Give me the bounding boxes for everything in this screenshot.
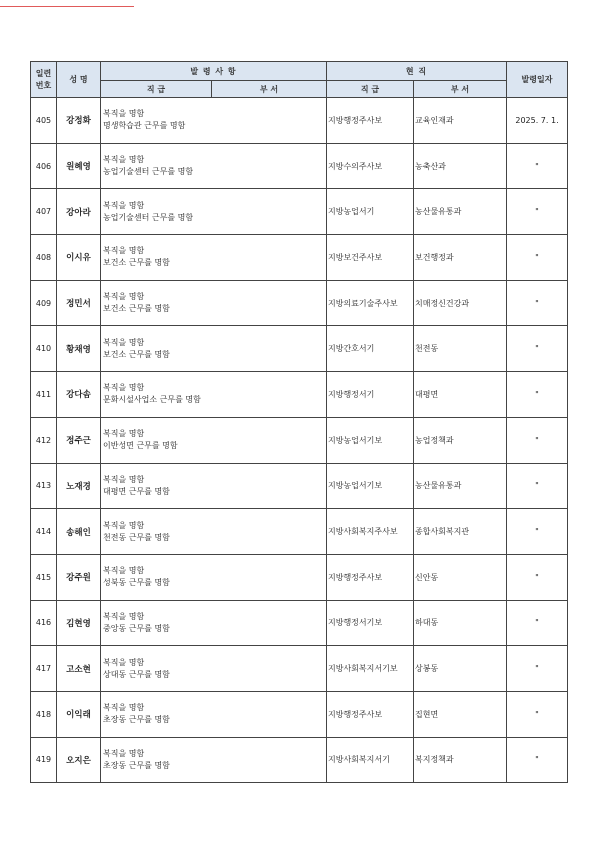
col-name-header: 성 명 bbox=[57, 62, 101, 98]
name-cell: 정민서 bbox=[57, 280, 101, 326]
order-line-1: 복직을 명함 bbox=[103, 520, 145, 530]
col-order-grade-header: 직 급 bbox=[101, 81, 212, 98]
date-cell: " bbox=[507, 143, 568, 189]
order-line-1: 복직을 명함 bbox=[103, 155, 145, 165]
date-cell: " bbox=[507, 600, 568, 646]
order-line-2: 보건소 근무를 명함 bbox=[103, 258, 170, 268]
order-line-1: 복직을 명함 bbox=[103, 383, 145, 393]
order-line-1: 복직을 명함 bbox=[103, 200, 145, 210]
current-grade-cell: 지방의료기술주사보 bbox=[327, 280, 414, 326]
order-line-1: 복직을 명함 bbox=[103, 246, 145, 256]
order-line-2: 보건소 근무를 명함 bbox=[103, 349, 170, 359]
table-row bbox=[31, 143, 568, 189]
current-dept-cell: 천전동 bbox=[414, 326, 507, 372]
order-line-2: 상대동 근무를 명함 bbox=[103, 669, 170, 679]
name-cell: 황채영 bbox=[57, 326, 101, 372]
table-row bbox=[31, 509, 568, 555]
col-current-group-header: 현 직 bbox=[327, 62, 507, 81]
serial-cell: 408 bbox=[31, 235, 57, 281]
current-dept-cell: 종합사회복지관 bbox=[414, 509, 507, 555]
current-grade-cell: 지방농업서기보 bbox=[327, 417, 414, 463]
order-line-1: 복직을 명함 bbox=[103, 566, 145, 576]
col-order-dept-header: 부 서 bbox=[212, 81, 327, 98]
order-cell bbox=[101, 737, 327, 783]
name-cell: 정주근 bbox=[57, 417, 101, 463]
order-cell bbox=[101, 600, 327, 646]
current-dept-cell: 농축산과 bbox=[414, 143, 507, 189]
current-grade-cell: 지방사회복지서기 bbox=[327, 737, 414, 783]
table-body bbox=[31, 98, 568, 783]
name-cell: 강주원 bbox=[57, 554, 101, 600]
date-cell: 2025. 7. 1. bbox=[507, 98, 568, 144]
order-line-2: 문화시설사업소 근무를 명함 bbox=[103, 395, 201, 405]
table-row bbox=[31, 691, 568, 737]
name-cell: 강아라 bbox=[57, 189, 101, 235]
current-dept-cell: 대평면 bbox=[414, 372, 507, 418]
order-cell bbox=[101, 509, 327, 555]
serial-cell: 410 bbox=[31, 326, 57, 372]
table-row bbox=[31, 189, 568, 235]
order-line-1: 복직을 명함 bbox=[103, 703, 145, 713]
current-dept-cell: 하대동 bbox=[414, 600, 507, 646]
order-line-1: 복직을 명함 bbox=[103, 611, 145, 621]
order-line-2: 농업기술센터 근무를 명함 bbox=[103, 167, 194, 177]
current-grade-cell: 지방보건주사보 bbox=[327, 235, 414, 281]
name-cell: 고소현 bbox=[57, 646, 101, 692]
date-cell: " bbox=[507, 737, 568, 783]
current-grade-cell: 지방행정주사보 bbox=[327, 554, 414, 600]
date-cell: " bbox=[507, 417, 568, 463]
order-line-2: 이반성면 근무를 명함 bbox=[103, 441, 178, 451]
serial-cell: 418 bbox=[31, 691, 57, 737]
order-cell bbox=[101, 235, 327, 281]
order-cell bbox=[101, 554, 327, 600]
date-cell: " bbox=[507, 691, 568, 737]
order-cell bbox=[101, 189, 327, 235]
current-grade-cell: 지방행정주사보 bbox=[327, 98, 414, 144]
date-cell: " bbox=[507, 189, 568, 235]
serial-cell: 407 bbox=[31, 189, 57, 235]
date-cell: " bbox=[507, 463, 568, 509]
col-current-grade-header: 직 급 bbox=[327, 81, 414, 98]
current-dept-cell: 치매정신건강과 bbox=[414, 280, 507, 326]
current-dept-cell: 신안동 bbox=[414, 554, 507, 600]
order-line-1: 복직을 명함 bbox=[103, 748, 145, 758]
order-cell bbox=[101, 691, 327, 737]
table-row bbox=[31, 98, 568, 144]
date-cell: " bbox=[507, 280, 568, 326]
col-serial-header: 일련 번호 bbox=[31, 62, 57, 98]
serial-cell: 411 bbox=[31, 372, 57, 418]
current-dept-cell: 상봉동 bbox=[414, 646, 507, 692]
current-grade-cell: 지방사회복지주사보 bbox=[327, 509, 414, 555]
order-line-2: 대평면 근무를 명함 bbox=[103, 486, 170, 496]
name-cell: 원혜영 bbox=[57, 143, 101, 189]
order-line-2: 농업기술센터 근무를 명함 bbox=[103, 212, 194, 222]
order-line-1: 복직을 명함 bbox=[103, 474, 145, 484]
order-cell bbox=[101, 280, 327, 326]
order-line-2: 초장동 근무를 명함 bbox=[103, 715, 170, 725]
order-line-1: 복직을 명함 bbox=[103, 109, 145, 119]
date-cell: " bbox=[507, 554, 568, 600]
name-cell: 오지은 bbox=[57, 737, 101, 783]
current-dept-cell: 교육인재과 bbox=[414, 98, 507, 144]
order-line-1: 복직을 명함 bbox=[103, 657, 145, 667]
order-cell bbox=[101, 417, 327, 463]
order-line-1: 복직을 명함 bbox=[103, 292, 145, 302]
personnel-order-table bbox=[30, 61, 568, 783]
table-row bbox=[31, 600, 568, 646]
current-dept-cell: 복지정책과 bbox=[414, 737, 507, 783]
name-cell: 노재경 bbox=[57, 463, 101, 509]
serial-cell: 417 bbox=[31, 646, 57, 692]
order-line-1: 복직을 명함 bbox=[103, 429, 145, 439]
order-cell bbox=[101, 143, 327, 189]
serial-cell: 405 bbox=[31, 98, 57, 144]
table-row bbox=[31, 326, 568, 372]
name-cell: 이익래 bbox=[57, 691, 101, 737]
order-line-2: 초장동 근무를 명함 bbox=[103, 760, 170, 770]
serial-cell: 409 bbox=[31, 280, 57, 326]
order-cell bbox=[101, 98, 327, 144]
current-grade-cell: 지방수의주사보 bbox=[327, 143, 414, 189]
current-grade-cell: 지방사회복지서기보 bbox=[327, 646, 414, 692]
header-rule bbox=[0, 6, 134, 7]
col-date-header: 발령일자 bbox=[507, 62, 568, 98]
order-line-2: 성북동 근무를 명함 bbox=[103, 578, 170, 588]
order-line-2: 보건소 근무를 명함 bbox=[103, 304, 170, 314]
current-dept-cell: 보건행정과 bbox=[414, 235, 507, 281]
table-row bbox=[31, 372, 568, 418]
order-cell bbox=[101, 326, 327, 372]
order-line-1: 복직을 명함 bbox=[103, 337, 145, 347]
name-cell: 강정화 bbox=[57, 98, 101, 144]
current-grade-cell: 지방농업서기보 bbox=[327, 463, 414, 509]
current-grade-cell: 지방행정주사보 bbox=[327, 691, 414, 737]
order-line-2: 명생학습관 근무를 명함 bbox=[103, 121, 186, 131]
table-row bbox=[31, 554, 568, 600]
current-dept-cell: 농산물유통과 bbox=[414, 463, 507, 509]
current-dept-cell: 농업정책과 bbox=[414, 417, 507, 463]
serial-cell: 415 bbox=[31, 554, 57, 600]
current-grade-cell: 지방행정서기 bbox=[327, 372, 414, 418]
date-cell: " bbox=[507, 326, 568, 372]
table-row bbox=[31, 235, 568, 281]
name-cell: 이시유 bbox=[57, 235, 101, 281]
date-cell: " bbox=[507, 235, 568, 281]
current-grade-cell: 지방행정서기보 bbox=[327, 600, 414, 646]
table-row bbox=[31, 646, 568, 692]
order-cell bbox=[101, 646, 327, 692]
table-row bbox=[31, 463, 568, 509]
serial-cell: 414 bbox=[31, 509, 57, 555]
name-cell: 강다솜 bbox=[57, 372, 101, 418]
col-order-group-header: 발 령 사 항 bbox=[101, 62, 327, 81]
current-dept-cell: 집현면 bbox=[414, 691, 507, 737]
serial-cell: 412 bbox=[31, 417, 57, 463]
current-dept-cell: 농산물유통과 bbox=[414, 189, 507, 235]
serial-cell: 419 bbox=[31, 737, 57, 783]
current-grade-cell: 지방간호서기 bbox=[327, 326, 414, 372]
table-row bbox=[31, 417, 568, 463]
current-grade-cell: 지방농업서기 bbox=[327, 189, 414, 235]
order-line-2: 천전동 근무를 명함 bbox=[103, 532, 170, 542]
order-line-2: 중앙동 근무를 명함 bbox=[103, 623, 170, 633]
table-row bbox=[31, 737, 568, 783]
serial-cell: 413 bbox=[31, 463, 57, 509]
name-cell: 김현영 bbox=[57, 600, 101, 646]
order-cell bbox=[101, 463, 327, 509]
order-cell bbox=[101, 372, 327, 418]
serial-cell: 406 bbox=[31, 143, 57, 189]
date-cell: " bbox=[507, 646, 568, 692]
name-cell: 송해인 bbox=[57, 509, 101, 555]
date-cell: " bbox=[507, 372, 568, 418]
date-cell: " bbox=[507, 509, 568, 555]
serial-cell: 416 bbox=[31, 600, 57, 646]
col-current-dept-header: 부 서 bbox=[414, 81, 507, 98]
table-row bbox=[31, 280, 568, 326]
